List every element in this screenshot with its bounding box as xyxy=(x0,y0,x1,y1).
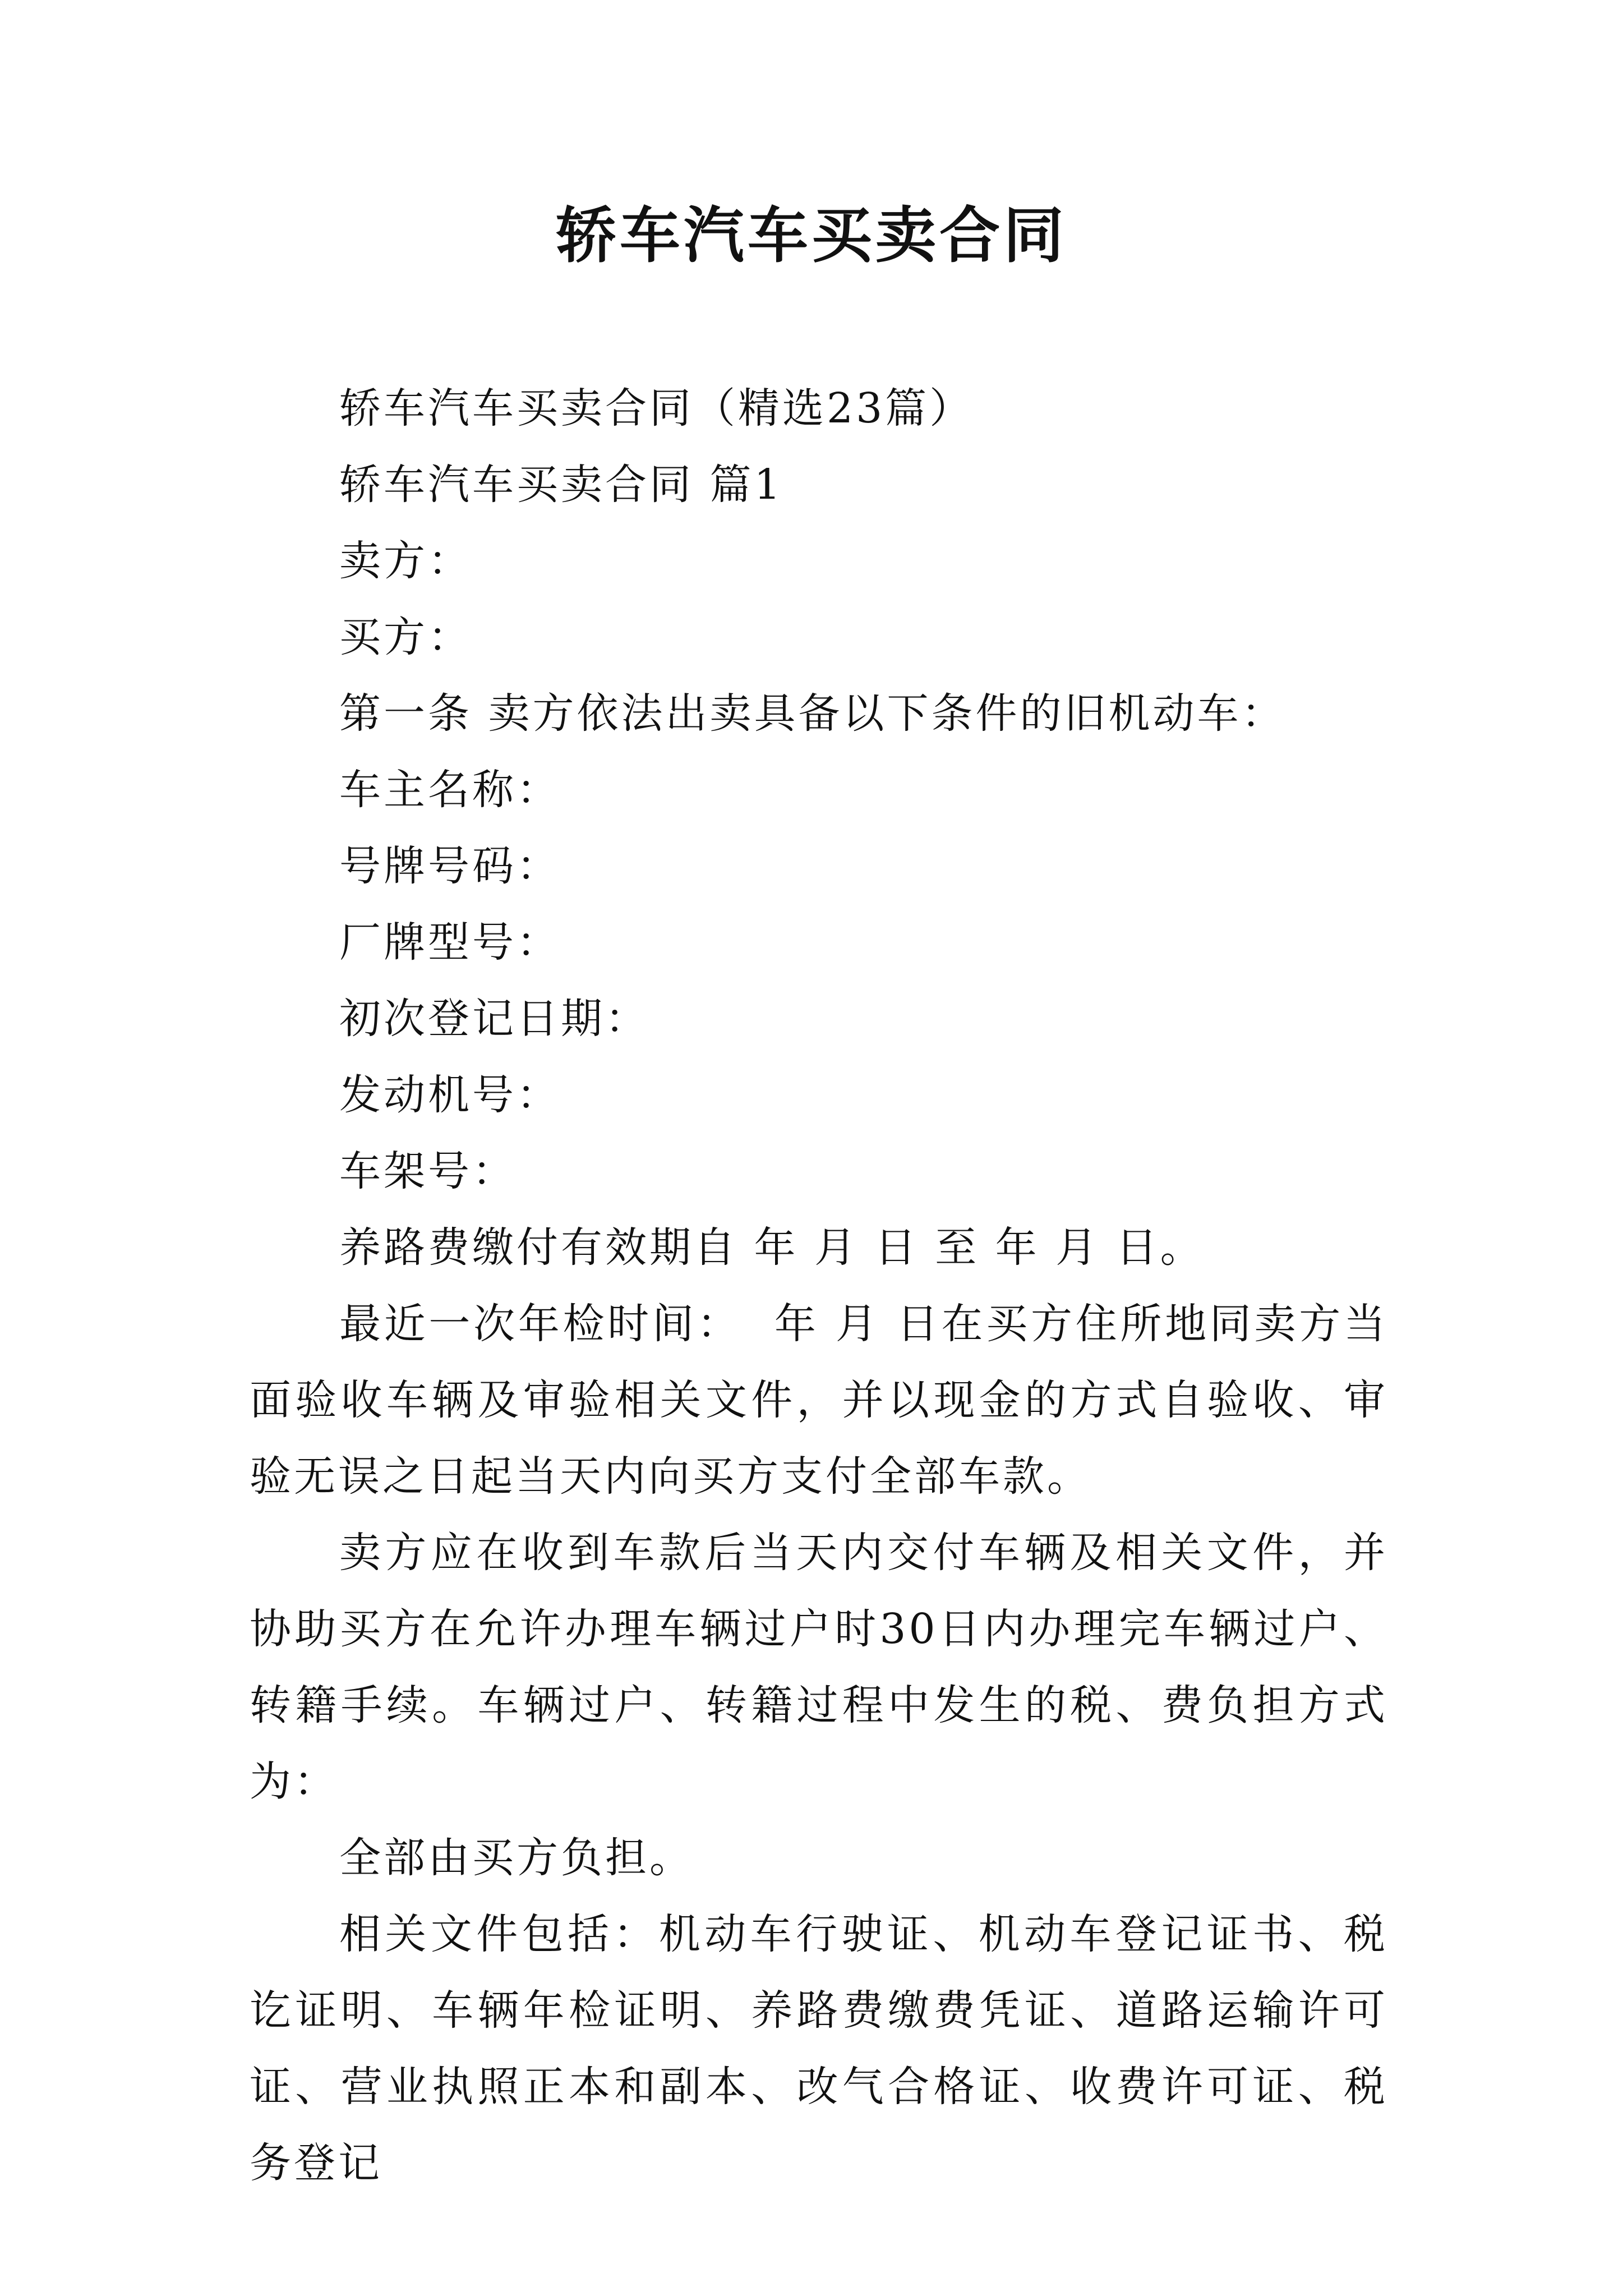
paragraph-owner-name: 车主名称： xyxy=(339,766,561,814)
paragraph-plate-number: 号牌号码： xyxy=(339,842,561,890)
document-title: 轿车汽车买卖合同 xyxy=(555,200,1067,271)
paragraph-brand-model: 厂牌型号： xyxy=(339,918,561,967)
paragraph-inspection-payment: 最近一次年检时间： 年 月 日在买方住所地同卖方当面验收车辆及审验相关文件，并以现金的方式自验收、审验无误之日起当天内向买方支付全部车款。 xyxy=(250,1300,1388,1501)
paragraph-section-heading: 轿车汽车买卖合同 篇1 xyxy=(339,461,783,509)
paragraph-subtitle: 轿车汽车买卖合同（精选23篇） xyxy=(339,384,974,432)
paragraph-fee-burden: 全部由买方负担。 xyxy=(339,1834,694,1882)
paragraph-seller: 卖方： xyxy=(339,537,472,585)
paragraph-buyer: 买方： xyxy=(339,613,472,661)
paragraph-article-1: 第一条 卖方依法出卖具备以下条件的旧机动车： xyxy=(339,689,1286,738)
paragraph-road-fee-validity: 养路费缴付有效期自 年 月 日 至 年 月 日。 xyxy=(339,1223,1205,1272)
paragraph-delivery-transfer: 卖方应在收到车款后当天内交付车辆及相关文件，并协助买方在允许办理车辆过户时30日内办理完车辆过户、转籍手续。车辆过户、转籍过程中发生的税、费负担方式为： xyxy=(250,1529,1388,1806)
paragraph-first-registration: 初次登记日期： xyxy=(339,995,649,1043)
paragraph-frame-number: 车架号： xyxy=(339,1147,517,1195)
paragraph-related-documents: 相关文件包括：机动车行驶证、机动车登记证书、税讫证明、车辆年检证明、养路费缴费凭证、道路运输许可证、营业执照正本和副本、改气合格证、收费许可证、税务登记 xyxy=(250,1910,1388,2187)
document-body xyxy=(250,370,1388,2201)
paragraph-engine-number: 发动机号： xyxy=(339,1071,561,1119)
